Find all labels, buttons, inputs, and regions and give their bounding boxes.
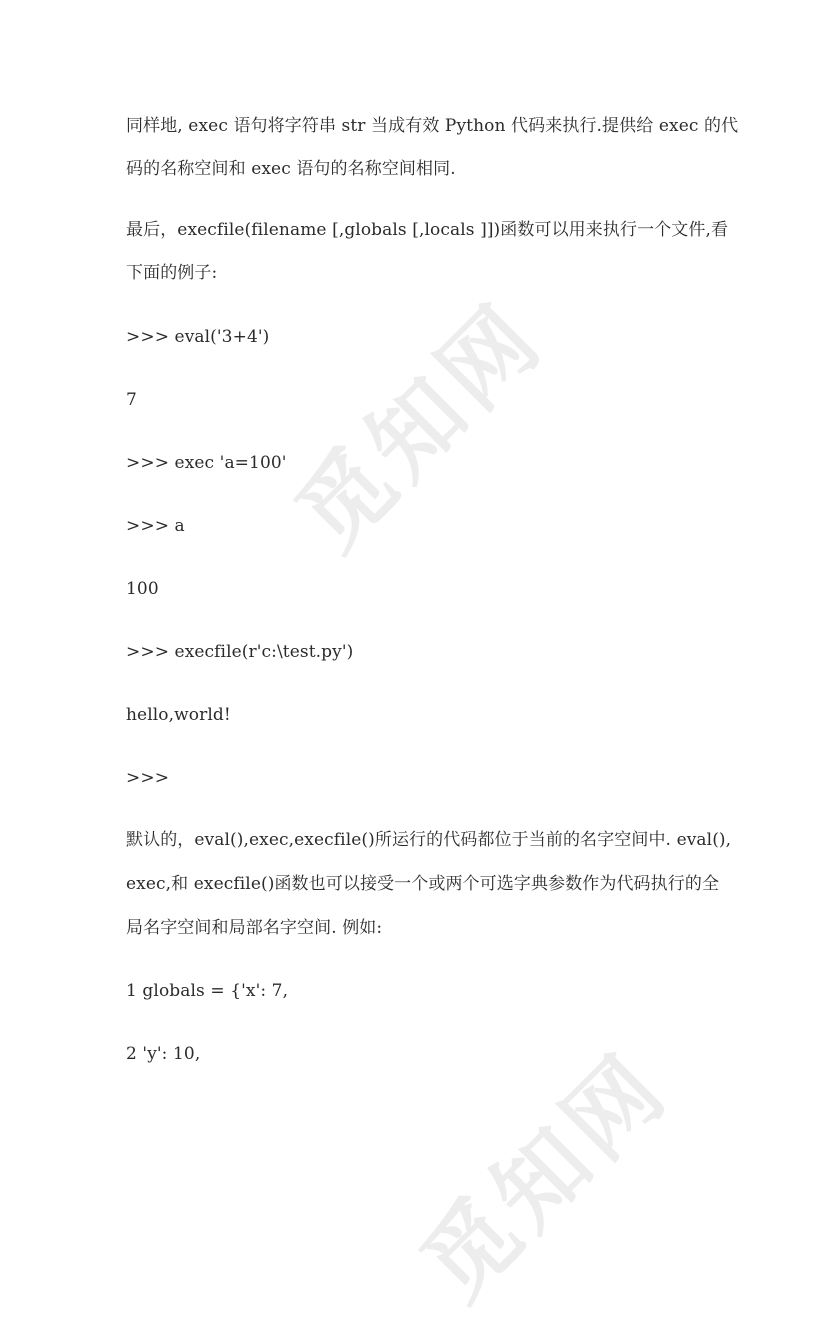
code-line: >>> — [126, 768, 170, 788]
paragraph-line: 最后，execfile(filename [,globals [,locals ]])函数可以用来执行一个文件,看 — [126, 220, 729, 240]
paragraph-line: exec,和 execfile()函数也可以接受一个或两个可选字典参数作为代码执行的全 — [126, 874, 720, 894]
paragraph-line: 默认的，eval(),exec,execfile()所运行的代码都位于当前的名字空间中. eval(), — [126, 830, 732, 850]
paragraph-line: 局名字空间和局部名字空间. 例如: — [126, 918, 383, 938]
paragraph-line: 同样地, exec 语句将字符串 str 当成有效 Python 代码来执行.提供给 exec 的代 — [126, 116, 739, 136]
paragraph-line: 码的名称空间和 exec 语句的名称空间相同. — [126, 159, 456, 179]
code-output-line: 7 — [126, 390, 137, 410]
code-line: >>> execfile(r'c:\test.py') — [126, 642, 354, 662]
watermark-bottom: 觅知网 — [401, 1032, 690, 1321]
code-output-line: 100 — [126, 579, 159, 599]
watermark: 觅知网 — [276, 282, 565, 571]
code-output-line: hello,world! — [126, 705, 231, 725]
code-line: >>> a — [126, 516, 185, 536]
code-line: 1 globals = {'x': 7, — [126, 981, 289, 1001]
code-line: 2 'y': 10, — [126, 1044, 201, 1064]
paragraph-line: 下面的例子: — [126, 263, 218, 283]
code-line: >>> eval('3+4') — [126, 327, 270, 347]
code-line: >>> exec 'a=100' — [126, 453, 287, 473]
